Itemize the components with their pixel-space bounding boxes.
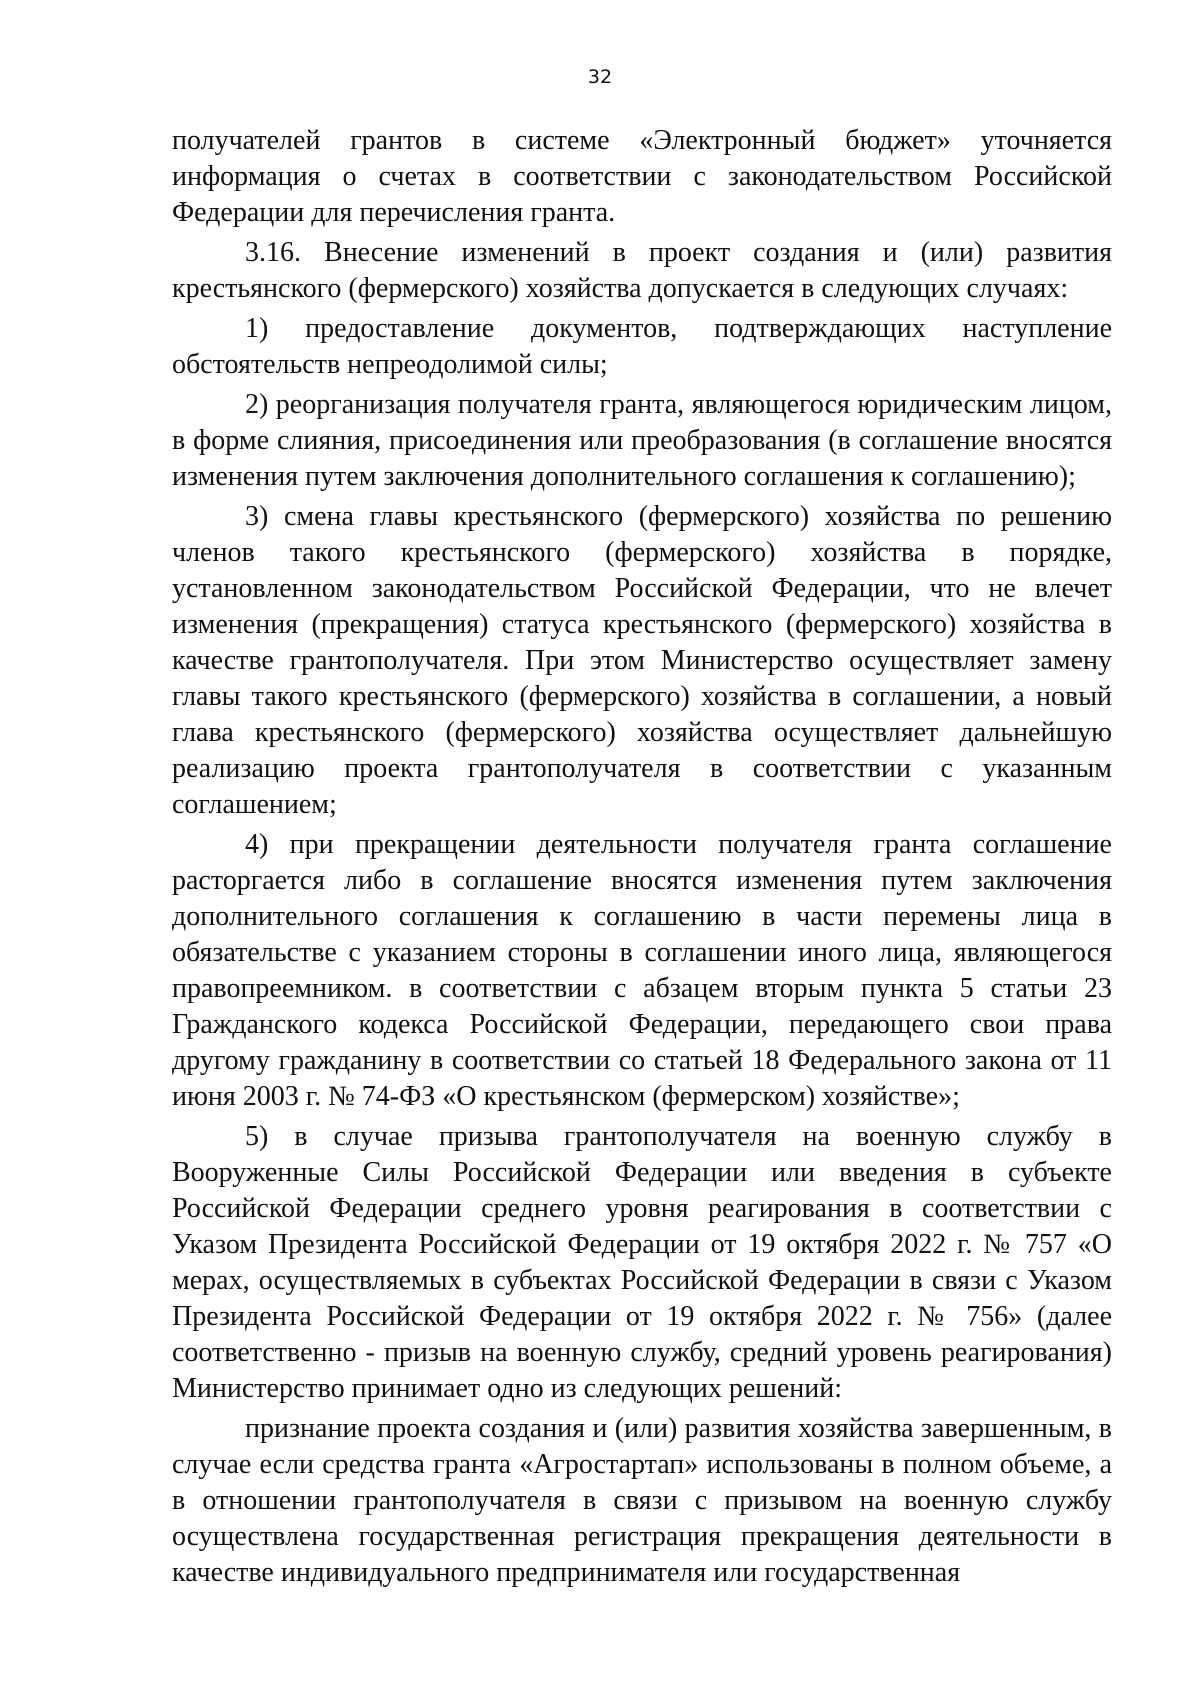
document-body (172, 123, 1112, 1595)
paragraph-item-2: 2) реорганизация получателя гранта, являющегося юридическим лицом, в форме слияния, присоединения или преобразования (в соглашение вносятся изменения путем заключения дополнительного соглашения к соглашению); (172, 389, 1112, 492)
paragraph-item-1: 1) предоставление документов, подтверждающих наступление обстоятельств непреодолимой силы; (172, 313, 1112, 380)
page-number: 32 (587, 66, 613, 88)
paragraph-item-4: 4) при прекращении деятельности получателя гранта соглашение расторгается либо в соглашение вносятся изменения путем заключения дополнительного соглашения к соглашению в части перемены лица в обязательстве с указанием стороны в соглашении иного лица, являющегося правопреемником. в соответствии с абзацем вторым пункта 5 статьи 23 Гражданского кодекса Российской Федерации, передающего свои права другому гражданину в соответствии со статьей 18 Федерального закона от 11 июня 2003 г. № 74-ФЗ «О крестьянском (фермерском) хозяйстве»; (172, 829, 1112, 1112)
paragraph-decision-1: признание проекта создания и (или) развития хозяйства завершенным, в случае если средства гранта «Агростартап» использованы в полном объеме, а в отношении грантополучателя в связи с призывом на военную службу осуществлена государственная регистрация прекращения деятельности в качестве индивидуального предпринимателя или государственная (172, 1413, 1112, 1588)
paragraph-item-3: 3) смена главы крестьянского (фермерского) хозяйства по решению членов такого крестьянского (фермерского) хозяйства в порядке, установленном законодательством Российской Федерации, что не влечет изменения (прекращения) статуса крестьянского (фермерского) хозяйства в качестве грантополучателя. При этом Министерство осуществляет замену главы такого крестьянского (фермерского) хозяйства в соглашении, а новый глава крестьянского (фермерского) хозяйства осуществляет дальнейшую реализацию проекта грантополучателя в соответствии с указанным соглашением; (172, 501, 1112, 820)
paragraph-clause-3-16: 3.16. Внесение изменений в проект создания и (или) развития крестьянского (фермерского) хозяйства допускается в следующих случаях: (172, 237, 1112, 304)
paragraph-continuation: получателей грантов в системе «Электронный бюджет» уточняется информация о счетах в соответствии с законодательством Российской Федерации для перечисления гранта. (172, 125, 1112, 228)
paragraph-item-5: 5) в случае призыва грантополучателя на военную службу в Вооруженные Силы Российской Федерации или введения в субъекте Российской Федерации среднего уровня реагирования в соответствии с Указом Президента Российской Федерации от 19 октября 2022 г. № 757 «О мерах, осуществляемых в субъектах Российской Федерации в связи с Указом Президента Российской Федерации от 19 октября 2022 г. № 756» (далее соответственно - призыв на военную службу, средний уровень реагирования) Министерство принимает одно из следующих решений: (172, 1121, 1112, 1404)
